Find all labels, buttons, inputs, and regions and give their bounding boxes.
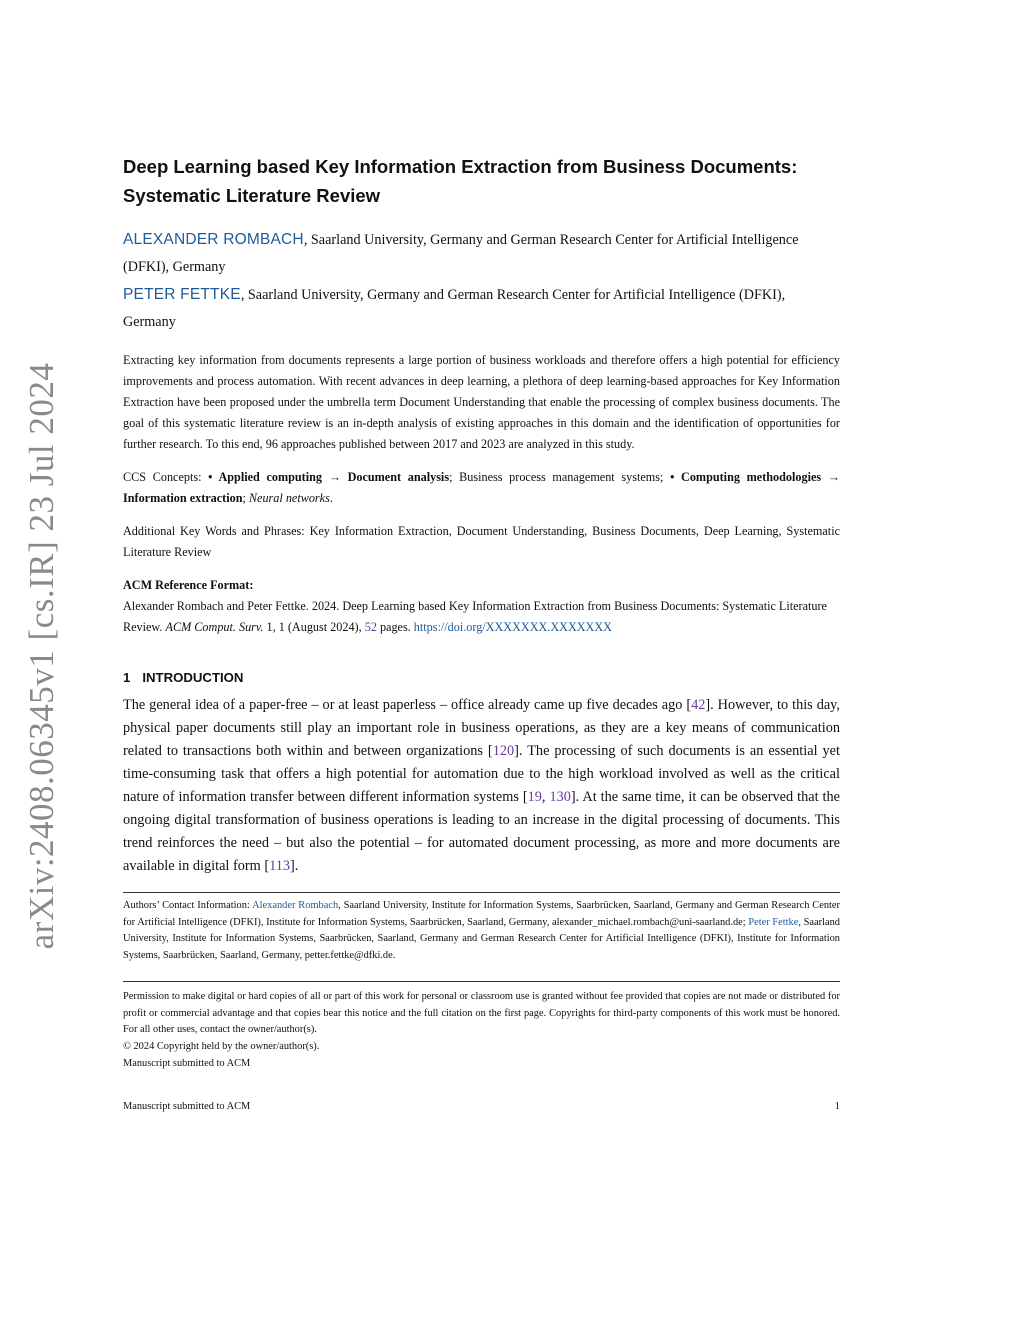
citation-link[interactable]: 19 — [527, 789, 542, 805]
footnote-prefix: Authors’ Contact Information: — [123, 900, 253, 911]
intro-text: ]. However, to this day, physical paper documents still play an important role in business operations, as they are a key means of communication related to transactions both within and between organizations [ — [123, 697, 840, 759]
ccs-end: . — [329, 491, 333, 505]
section-heading — [123, 668, 840, 688]
intro-text: ]. — [290, 858, 299, 874]
citation-link[interactable]: 113 — [269, 858, 291, 874]
footnote-divider — [123, 892, 840, 893]
copyright-line: © 2024 Copyright held by the owner/author(s). — [123, 1040, 320, 1052]
ccs-italic: Neural networks — [248, 491, 330, 505]
author-entry-2 — [123, 281, 840, 336]
acm-ref-pages-link[interactable]: 52 — [364, 620, 377, 634]
permission-divider — [123, 981, 840, 982]
permission-notice — [123, 989, 840, 1073]
permission-text: Permission to make digital or hard copies of all or part of this work for personal or classroom use is granted without fee provided that copies are not made or distributed for profit or commercial advantage and that copies bear this notice and the full citation on the first page. Copyrights for third-party components of this work must be honored. For all other uses, contact the owner/author(s). — [123, 990, 840, 1036]
ccs-bullet-2: • Computing methodologies → Information extraction — [123, 470, 840, 505]
arxiv-side-stamp: arXiv:2408.06345v1 [cs.IR] 23 Jul 2024 — [22, 362, 61, 950]
page-number: 1 — [834, 1101, 840, 1112]
acm-ref-journal: ACM Comput. Surv. — [165, 620, 264, 634]
acm-ref-text-2: 1, 1 (August 2024), — [263, 620, 365, 634]
footnote-text-2: , Saarland University, Institute for Information Systems, Saarbrücken, Saarland, Germany and German Research Center for Artificial Intelligence (DFKI), Institute for Information Systems, Saarbrücken, Saarland, Germany, petter.fettke@dfki.de. — [123, 916, 840, 962]
intro-paragraph — [123, 694, 840, 878]
author-affiliation-2: , Saarland University, Germany and German Research Center for Artificial Intelligence (DFKI), Germany — [123, 287, 786, 330]
abstract: Extracting key information from documents represents a large portion of business workloads and therefore offers a high potential for efficiency improvements and process automation. With recent advances in deep learning, a plethora of deep learning-based approaches for Key Information Extraction have been proposed under the umbrella term Document Understanding that enable the processing of complex business documents. The goal of this systematic literature review is an in-depth analysis of existing approaches in this domain and the identification of opportunities for further research. To this end, 96 approaches published between 2017 and 2023 are analyzed in this study. — [123, 353, 840, 451]
intro-text: ]. At the same time, it can be observed that the ongoing digital transformation of business operations is leading to an increase in the digital processing of documents. This trend reinforces the need – but also the potential – for automated document processing, as more and more documents are available in digital form [ — [123, 789, 840, 874]
acm-reference-label: ACM Reference Format: — [123, 578, 254, 592]
author-affiliation-1: , Saarland University, Germany and German Research Center for Artificial Intelligence (DFKI), Germany — [123, 232, 799, 275]
author-contact-footnote — [123, 898, 840, 965]
intro-text: , — [541, 789, 550, 805]
section-title: INTRODUCTION — [142, 670, 244, 685]
page-footer — [123, 1101, 840, 1112]
author-link-2[interactable]: Peter Fettke — [748, 916, 799, 928]
footer-left-text: Manuscript submitted to ACM — [123, 1101, 251, 1112]
acm-reference — [123, 575, 840, 638]
citation-link[interactable]: 42 — [691, 697, 706, 713]
title-line-2: Systematic Literature Review — [123, 185, 381, 206]
author-name-2[interactable]: PETER FETTKE — [123, 286, 241, 303]
ccs-bullet-1: • Applied computing → Document analysis — [208, 470, 450, 484]
author-entry-1 — [123, 226, 840, 281]
intro-text: ]. The processing of such documents is an essential yet time-consuming task that offers a high potential for automation due to the high workload involved as well as the critical nature of information transfer between different information systems [ — [123, 743, 840, 805]
footnote-text-1: , Saarland University, Institute for Information Systems, Saarbrücken, Saarland, Germany and German Research Center for Artificial Intelligence (DFKI), Institute for Information Systems, Saarbrücken, Saarland, Germany, alexander_michael.rombach@uni-saarland.de; — [123, 900, 840, 928]
section-number: 1 — [123, 670, 131, 685]
citation-link[interactable]: 130 — [549, 789, 571, 805]
title-line-1: Deep Learning based Key Information Extraction from Business Documents: — [123, 156, 798, 177]
submitted-line: Manuscript submitted to ACM — [123, 1057, 251, 1069]
ccs-mid: ; Business process management systems; — [449, 470, 671, 484]
acm-ref-text-1: Alexander Rombach and Peter Fettke. 2024. Deep Learning based Key Information Extraction from Business Documents: Systematic Literature Review. — [123, 599, 827, 634]
ccs-concepts — [123, 467, 840, 509]
keywords: Additional Key Words and Phrases: Key Information Extraction, Document Understanding, Business Documents, Deep Learning, Systematic Literature Review — [123, 524, 840, 559]
ccs-prefix: CCS Concepts: — [123, 470, 209, 484]
author-name-1[interactable]: ALEXANDER ROMBACH — [123, 231, 304, 248]
doi-link[interactable]: https://doi.org/XXXXXXX.XXXXXXX — [413, 620, 612, 634]
paper-title — [123, 152, 840, 210]
citation-link[interactable]: 120 — [492, 743, 515, 759]
acm-ref-text-3: pages. — [376, 620, 414, 634]
intro-text: The general idea of a paper-free – or at least paperless – office already came up five decades ago [ — [123, 697, 692, 713]
author-link-1[interactable]: Alexander Rombach — [252, 900, 339, 911]
paper-page — [123, 152, 840, 1072]
ccs-sep: ; — [242, 491, 249, 505]
